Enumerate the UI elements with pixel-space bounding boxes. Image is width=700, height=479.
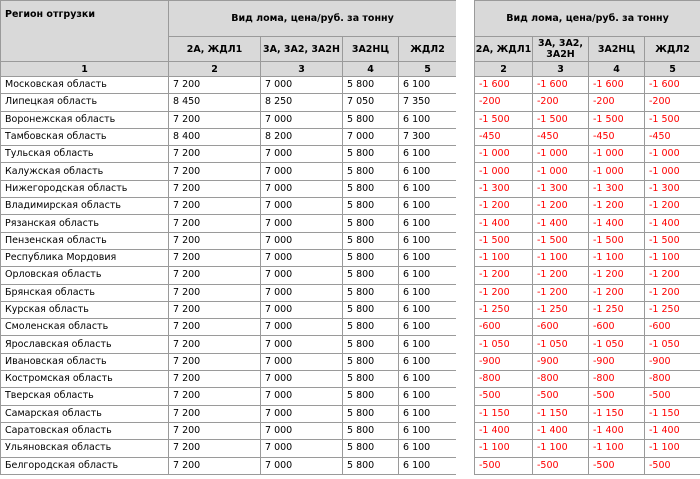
price-cell: 7 300 <box>399 128 457 145</box>
price-delta-cell: -1 050 <box>645 336 700 353</box>
region-name: Орловская область <box>1 267 169 284</box>
table-row <box>475 232 700 249</box>
price-delta-cell: -600 <box>533 319 589 336</box>
price-delta-cell: -600 <box>589 319 645 336</box>
price-cell: 7 000 <box>261 422 343 439</box>
price-cell: 5 800 <box>343 232 399 249</box>
col-number: 2 <box>475 62 533 77</box>
price-delta-cell: -1 300 <box>589 180 645 197</box>
price-delta-cell: -1 300 <box>475 180 533 197</box>
price-delta-cell: -1 200 <box>589 267 645 284</box>
price-delta-cell: -1 150 <box>475 405 533 422</box>
price-cell: 7 000 <box>261 440 343 457</box>
price-cell: 8 200 <box>261 128 343 145</box>
price-cell: 6 100 <box>399 146 457 163</box>
price-delta-cell: -1 100 <box>533 440 589 457</box>
price-cell: 7 000 <box>261 353 343 370</box>
price-delta-cell: -1 000 <box>645 146 700 163</box>
price-delta-cell: -1 600 <box>533 77 589 94</box>
price-cell: 6 100 <box>399 371 457 388</box>
price-delta-cell: -1 400 <box>645 422 700 439</box>
col-header-zhdl2: ЖДЛ2 <box>645 37 700 62</box>
price-cell: 7 000 <box>261 301 343 318</box>
price-delta-cell: -1 500 <box>589 111 645 128</box>
group-header: Вид лома, цена/руб. за тонну <box>169 1 457 37</box>
price-cell: 7 200 <box>169 301 261 318</box>
table-row <box>1 457 457 474</box>
table-row <box>1 94 457 111</box>
col-header-2a: 2А, ЖДЛ1 <box>169 37 261 62</box>
table-row <box>475 353 700 370</box>
price-cell: 5 800 <box>343 198 399 215</box>
price-delta-cell: -500 <box>589 457 645 474</box>
region-name: Брянская область <box>1 284 169 301</box>
region-name: Московская область <box>1 77 169 94</box>
table-row <box>475 249 700 266</box>
price-delta-cell: -1 050 <box>533 336 589 353</box>
price-cell: 7 200 <box>169 440 261 457</box>
price-delta-cell: -1 500 <box>475 232 533 249</box>
price-cell: 7 200 <box>169 267 261 284</box>
col-header-3a: 3А, 3А2, 3А2Н <box>533 37 589 62</box>
price-cell: 5 800 <box>343 336 399 353</box>
price-delta-cell: -1 250 <box>589 301 645 318</box>
region-name: Саратовская область <box>1 422 169 439</box>
price-delta-cell: -200 <box>645 94 700 111</box>
price-delta-cell: -1 400 <box>645 215 700 232</box>
price-cell: 7 200 <box>169 198 261 215</box>
region-name: Тверская область <box>1 388 169 405</box>
price-delta-cell: -1 050 <box>589 336 645 353</box>
price-delta-cell: -500 <box>533 388 589 405</box>
price-cell: 8 400 <box>169 128 261 145</box>
price-delta-cell: -500 <box>475 388 533 405</box>
table-row <box>1 319 457 336</box>
col-number: 3 <box>533 62 589 77</box>
table-row <box>475 284 700 301</box>
price-cell: 6 100 <box>399 77 457 94</box>
price-delta-cell: -800 <box>475 371 533 388</box>
price-cell: 6 100 <box>399 232 457 249</box>
region-name: Ярославская область <box>1 336 169 353</box>
price-delta-cell: -1 000 <box>533 163 589 180</box>
col-header-3a: 3А, 3А2, 3А2Н <box>261 37 343 62</box>
price-delta-cell: -900 <box>589 353 645 370</box>
price-delta-cell: -1 000 <box>475 163 533 180</box>
table-row <box>475 457 700 474</box>
price-cell: 5 800 <box>343 457 399 474</box>
price-cell: 6 100 <box>399 215 457 232</box>
price-cell: 7 000 <box>261 180 343 197</box>
price-delta-cell: -1 500 <box>645 232 700 249</box>
price-delta-cell: -1 100 <box>589 440 645 457</box>
price-delta-cell: -1 000 <box>645 163 700 180</box>
price-delta-cell: -1 200 <box>589 284 645 301</box>
table-row <box>1 405 457 422</box>
price-cell: 5 800 <box>343 180 399 197</box>
price-delta-cell: -1 500 <box>533 111 589 128</box>
price-delta-cell: -500 <box>645 388 700 405</box>
price-cell: 6 100 <box>399 405 457 422</box>
price-cell: 7 200 <box>169 77 261 94</box>
region-name: Тульская область <box>1 146 169 163</box>
table-row <box>475 371 700 388</box>
price-cell: 6 100 <box>399 336 457 353</box>
col-number: 3 <box>261 62 343 77</box>
table-row <box>1 284 457 301</box>
discount-table <box>474 0 700 475</box>
price-cell: 7 000 <box>261 319 343 336</box>
price-delta-cell: -900 <box>475 353 533 370</box>
price-cell: 7 200 <box>169 319 261 336</box>
price-cell: 5 800 <box>343 353 399 370</box>
price-delta-cell: -1 200 <box>533 198 589 215</box>
price-cell: 5 800 <box>343 388 399 405</box>
discount-table-body <box>475 77 700 475</box>
price-cell: 8 450 <box>169 94 261 111</box>
price-delta-cell: -1 000 <box>475 146 533 163</box>
price-delta-cell: -800 <box>533 371 589 388</box>
price-delta-cell: -800 <box>589 371 645 388</box>
price-delta-cell: -1 200 <box>533 284 589 301</box>
price-cell: 7 000 <box>261 405 343 422</box>
price-cell: 7 200 <box>169 371 261 388</box>
price-cell: 5 800 <box>343 422 399 439</box>
col-header-zhdl2: ЖДЛ2 <box>399 37 457 62</box>
table-row <box>475 163 700 180</box>
col-header-2a: 2А, ЖДЛ1 <box>475 37 533 62</box>
price-delta-cell: -500 <box>645 457 700 474</box>
price-delta-cell: -1 100 <box>533 249 589 266</box>
price-cell: 6 100 <box>399 111 457 128</box>
price-cell: 7 000 <box>261 111 343 128</box>
price-cell: 6 100 <box>399 457 457 474</box>
price-delta-cell: -1 200 <box>533 267 589 284</box>
price-cell: 7 050 <box>343 94 399 111</box>
price-cell: 8 250 <box>261 94 343 111</box>
price-cell: 7 000 <box>261 249 343 266</box>
price-cell: 7 200 <box>169 111 261 128</box>
price-cell: 7 200 <box>169 180 261 197</box>
table-row <box>475 94 700 111</box>
table-row <box>475 388 700 405</box>
price-cell: 6 100 <box>399 301 457 318</box>
price-delta-cell: -1 200 <box>645 267 700 284</box>
price-cell: 7 350 <box>399 94 457 111</box>
price-table-body <box>1 77 457 475</box>
table-row <box>1 180 457 197</box>
price-delta-cell: -1 200 <box>475 284 533 301</box>
table-row <box>475 146 700 163</box>
region-name: Самарская область <box>1 405 169 422</box>
price-cell: 6 100 <box>399 422 457 439</box>
table-gap <box>456 0 474 479</box>
price-delta-cell: -450 <box>475 128 533 145</box>
price-delta-cell: -1 400 <box>475 422 533 439</box>
price-delta-cell: -1 200 <box>645 198 700 215</box>
price-delta-cell: -1 400 <box>533 215 589 232</box>
table-row <box>475 215 700 232</box>
price-delta-cell: -450 <box>533 128 589 145</box>
price-delta-cell: -1 100 <box>475 440 533 457</box>
table-row <box>1 198 457 215</box>
price-delta-cell: -1 600 <box>475 77 533 94</box>
table-row <box>1 422 457 439</box>
price-cell: 5 800 <box>343 284 399 301</box>
col-number: 5 <box>645 62 700 77</box>
region-name: Нижегородская область <box>1 180 169 197</box>
table-row <box>1 353 457 370</box>
price-delta-cell: -450 <box>589 128 645 145</box>
price-delta-cell: -1 000 <box>589 163 645 180</box>
price-cell: 7 200 <box>169 457 261 474</box>
table-row <box>1 128 457 145</box>
region-header: Регион отгрузки <box>1 1 169 62</box>
price-cell: 5 800 <box>343 111 399 128</box>
price-cell: 5 800 <box>343 267 399 284</box>
price-delta-cell: -1 500 <box>533 232 589 249</box>
table-row <box>1 249 457 266</box>
region-name: Калужская область <box>1 163 169 180</box>
col-header-3a2nc: 3А2НЦ <box>343 37 399 62</box>
price-delta-cell: -600 <box>645 319 700 336</box>
col-number: 4 <box>343 62 399 77</box>
table-row <box>475 111 700 128</box>
table-row <box>1 111 457 128</box>
price-cell: 7 000 <box>261 146 343 163</box>
price-cell: 7 000 <box>261 371 343 388</box>
table-row <box>475 422 700 439</box>
price-delta-cell: -600 <box>475 319 533 336</box>
table-row <box>475 198 700 215</box>
region-name: Воронежская область <box>1 111 169 128</box>
price-delta-cell: -200 <box>589 94 645 111</box>
price-delta-cell: -1 400 <box>475 215 533 232</box>
region-name: Белгородская область <box>1 457 169 474</box>
region-name: Курская область <box>1 301 169 318</box>
price-cell: 5 800 <box>343 371 399 388</box>
price-delta-cell: -200 <box>475 94 533 111</box>
price-cell: 6 100 <box>399 440 457 457</box>
table-row <box>475 440 700 457</box>
table-row <box>1 336 457 353</box>
price-cell: 7 000 <box>261 457 343 474</box>
price-cell: 5 800 <box>343 146 399 163</box>
price-delta-cell: -1 600 <box>589 77 645 94</box>
region-name: Владимирская область <box>1 198 169 215</box>
region-name: Костромская область <box>1 371 169 388</box>
table-row <box>1 301 457 318</box>
price-cell: 6 100 <box>399 267 457 284</box>
region-name: Смоленская область <box>1 319 169 336</box>
price-delta-cell: -1 100 <box>589 249 645 266</box>
region-name: Республика Мордовия <box>1 249 169 266</box>
table-row <box>1 267 457 284</box>
table-row <box>475 267 700 284</box>
price-cell: 7 200 <box>169 249 261 266</box>
price-delta-cell: -1 300 <box>533 180 589 197</box>
price-cell: 7 200 <box>169 353 261 370</box>
price-delta-cell: -1 250 <box>645 301 700 318</box>
price-cell: 6 100 <box>399 284 457 301</box>
price-cell: 7 200 <box>169 232 261 249</box>
price-delta-cell: -1 200 <box>645 284 700 301</box>
col-header-3a2nc: 3А2НЦ <box>589 37 645 62</box>
price-cell: 5 800 <box>343 77 399 94</box>
price-cell: 7 200 <box>169 405 261 422</box>
price-delta-cell: -1 400 <box>533 422 589 439</box>
price-cell: 7 200 <box>169 146 261 163</box>
group-header: Вид лома, цена/руб. за тонну <box>475 1 700 37</box>
price-delta-cell: -1 150 <box>533 405 589 422</box>
price-delta-cell: -1 200 <box>589 198 645 215</box>
table-row <box>1 371 457 388</box>
table-row <box>1 440 457 457</box>
price-cell: 6 100 <box>399 353 457 370</box>
table-row <box>475 128 700 145</box>
price-delta-cell: -1 400 <box>589 422 645 439</box>
price-cell: 6 100 <box>399 163 457 180</box>
price-cell: 5 800 <box>343 405 399 422</box>
price-delta-cell: -900 <box>645 353 700 370</box>
price-cell: 5 800 <box>343 163 399 180</box>
price-delta-cell: -1 100 <box>475 249 533 266</box>
region-name: Пензенская область <box>1 232 169 249</box>
table-row <box>1 77 457 94</box>
price-cell: 7 200 <box>169 336 261 353</box>
price-delta-cell: -1 100 <box>645 440 700 457</box>
price-cell: 7 000 <box>261 163 343 180</box>
price-delta-cell: -500 <box>589 388 645 405</box>
price-cell: 6 100 <box>399 198 457 215</box>
region-name: Липецкая область <box>1 94 169 111</box>
price-cell: 7 200 <box>169 284 261 301</box>
price-cell: 6 100 <box>399 388 457 405</box>
price-delta-cell: -1 000 <box>589 146 645 163</box>
price-cell: 7 000 <box>261 198 343 215</box>
table-row <box>475 336 700 353</box>
price-delta-cell: -1 150 <box>645 405 700 422</box>
price-delta-cell: -1 500 <box>475 111 533 128</box>
price-delta-cell: -1 600 <box>645 77 700 94</box>
region-name: Рязанская область <box>1 215 169 232</box>
table-row <box>475 405 700 422</box>
price-cell: 7 000 <box>343 128 399 145</box>
price-delta-cell: -1 250 <box>533 301 589 318</box>
table-row <box>1 232 457 249</box>
price-delta-cell: -200 <box>533 94 589 111</box>
region-name: Ульяновская область <box>1 440 169 457</box>
region-name: Тамбовская область <box>1 128 169 145</box>
price-delta-cell: -1 200 <box>475 198 533 215</box>
price-delta-cell: -450 <box>645 128 700 145</box>
price-cell: 7 000 <box>261 77 343 94</box>
table-row <box>1 146 457 163</box>
price-cell: 7 000 <box>261 215 343 232</box>
price-delta-cell: -1 500 <box>589 232 645 249</box>
price-cell: 5 800 <box>343 215 399 232</box>
table-row <box>475 301 700 318</box>
price-cell: 7 000 <box>261 336 343 353</box>
price-delta-cell: -900 <box>533 353 589 370</box>
price-cell: 6 100 <box>399 249 457 266</box>
col-number: 1 <box>1 62 169 77</box>
price-delta-cell: -800 <box>645 371 700 388</box>
price-cell: 7 200 <box>169 388 261 405</box>
table-row <box>475 180 700 197</box>
price-cell: 7 200 <box>169 215 261 232</box>
col-number: 4 <box>589 62 645 77</box>
table-row <box>475 319 700 336</box>
price-cell: 7 200 <box>169 422 261 439</box>
price-delta-cell: -1 050 <box>475 336 533 353</box>
price-cell: 5 800 <box>343 249 399 266</box>
price-cell: 5 800 <box>343 319 399 336</box>
price-delta-cell: -1 100 <box>645 249 700 266</box>
price-cell: 7 000 <box>261 267 343 284</box>
price-cell: 7 000 <box>261 232 343 249</box>
price-cell: 5 800 <box>343 440 399 457</box>
col-number: 2 <box>169 62 261 77</box>
price-cell: 7 000 <box>261 284 343 301</box>
price-cell: 7 200 <box>169 163 261 180</box>
table-row <box>475 77 700 94</box>
price-delta-cell: -1 300 <box>645 180 700 197</box>
price-delta-cell: -1 400 <box>589 215 645 232</box>
price-delta-cell: -500 <box>533 457 589 474</box>
price-delta-cell: -1 200 <box>475 267 533 284</box>
table-row <box>1 388 457 405</box>
price-delta-cell: -1 500 <box>645 111 700 128</box>
price-delta-cell: -1 000 <box>533 146 589 163</box>
price-cell: 6 100 <box>399 180 457 197</box>
region-name: Ивановская область <box>1 353 169 370</box>
price-cell: 7 000 <box>261 388 343 405</box>
price-cell: 6 100 <box>399 319 457 336</box>
price-delta-cell: -1 250 <box>475 301 533 318</box>
price-delta-cell: -1 150 <box>589 405 645 422</box>
col-number: 5 <box>399 62 457 77</box>
price-cell: 5 800 <box>343 301 399 318</box>
table-row <box>1 163 457 180</box>
table-row <box>1 215 457 232</box>
price-delta-cell: -500 <box>475 457 533 474</box>
